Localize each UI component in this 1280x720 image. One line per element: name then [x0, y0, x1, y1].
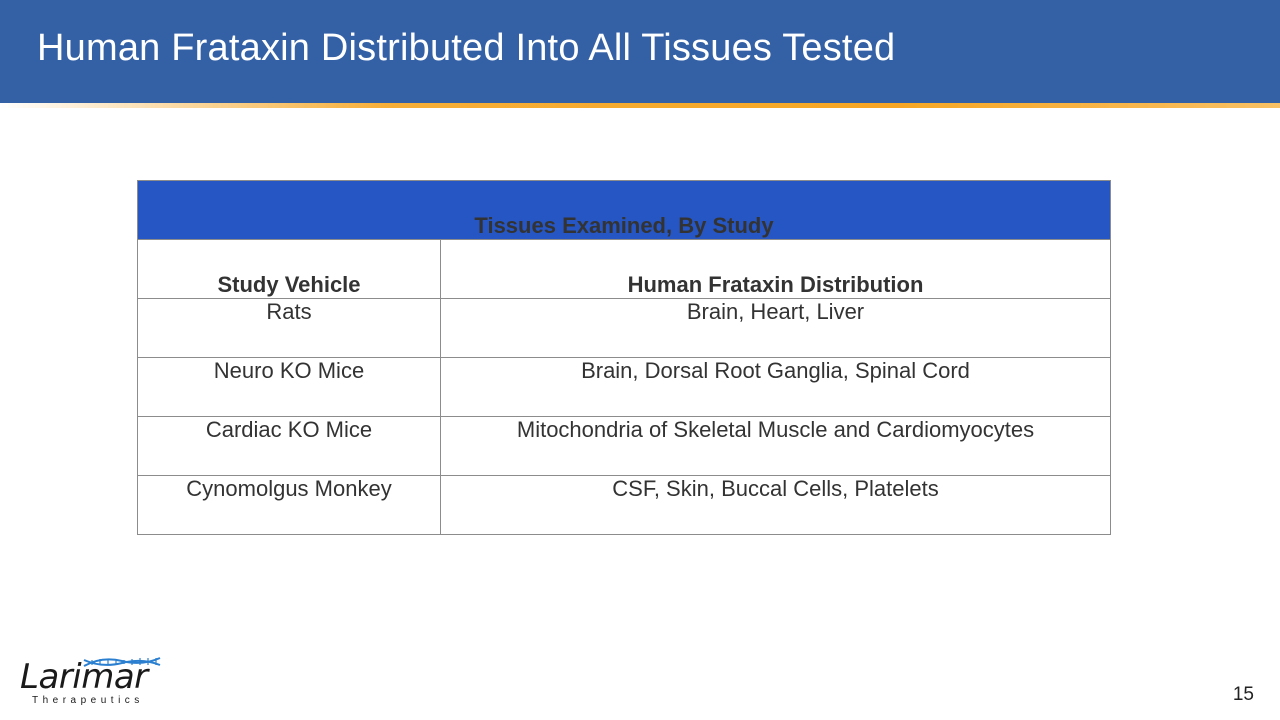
table-caption-row — [138, 181, 1111, 240]
table-row — [138, 476, 1111, 535]
study-vehicle-cell: Cardiac KO Mice — [138, 417, 441, 476]
distribution-cell: Brain, Dorsal Root Ganglia, Spinal Cord — [441, 358, 1111, 417]
column-header-distribution: Human Frataxin Distribution — [441, 240, 1111, 299]
company-logo — [20, 655, 160, 710]
table-row — [138, 299, 1111, 358]
logo-tagline: Therapeutics — [32, 695, 144, 706]
study-vehicle-cell: Neuro KO Mice — [138, 358, 441, 417]
tissues-table — [137, 180, 1111, 535]
title-bar — [0, 0, 1280, 103]
study-vehicle-cell: Cynomolgus Monkey — [138, 476, 441, 535]
distribution-cell: Brain, Heart, Liver — [441, 299, 1111, 358]
page-number: 15 — [1232, 684, 1254, 705]
table-row — [138, 358, 1111, 417]
distribution-cell: CSF, Skin, Buccal Cells, Platelets — [441, 476, 1111, 535]
column-header-study-vehicle: Study Vehicle — [138, 240, 441, 299]
table-header-row — [138, 240, 1111, 299]
title-accent-line — [0, 103, 1280, 108]
logo-wordmark: Larimar — [20, 657, 148, 697]
distribution-cell: Mitochondria of Skeletal Muscle and Cardiomyocytes — [441, 417, 1111, 476]
table-caption: Tissues Examined, By Study — [138, 181, 1111, 240]
table-row — [138, 417, 1111, 476]
study-vehicle-cell: Rats — [138, 299, 441, 358]
slide-title: Human Frataxin Distributed Into All Tissues Tested — [37, 27, 896, 69]
